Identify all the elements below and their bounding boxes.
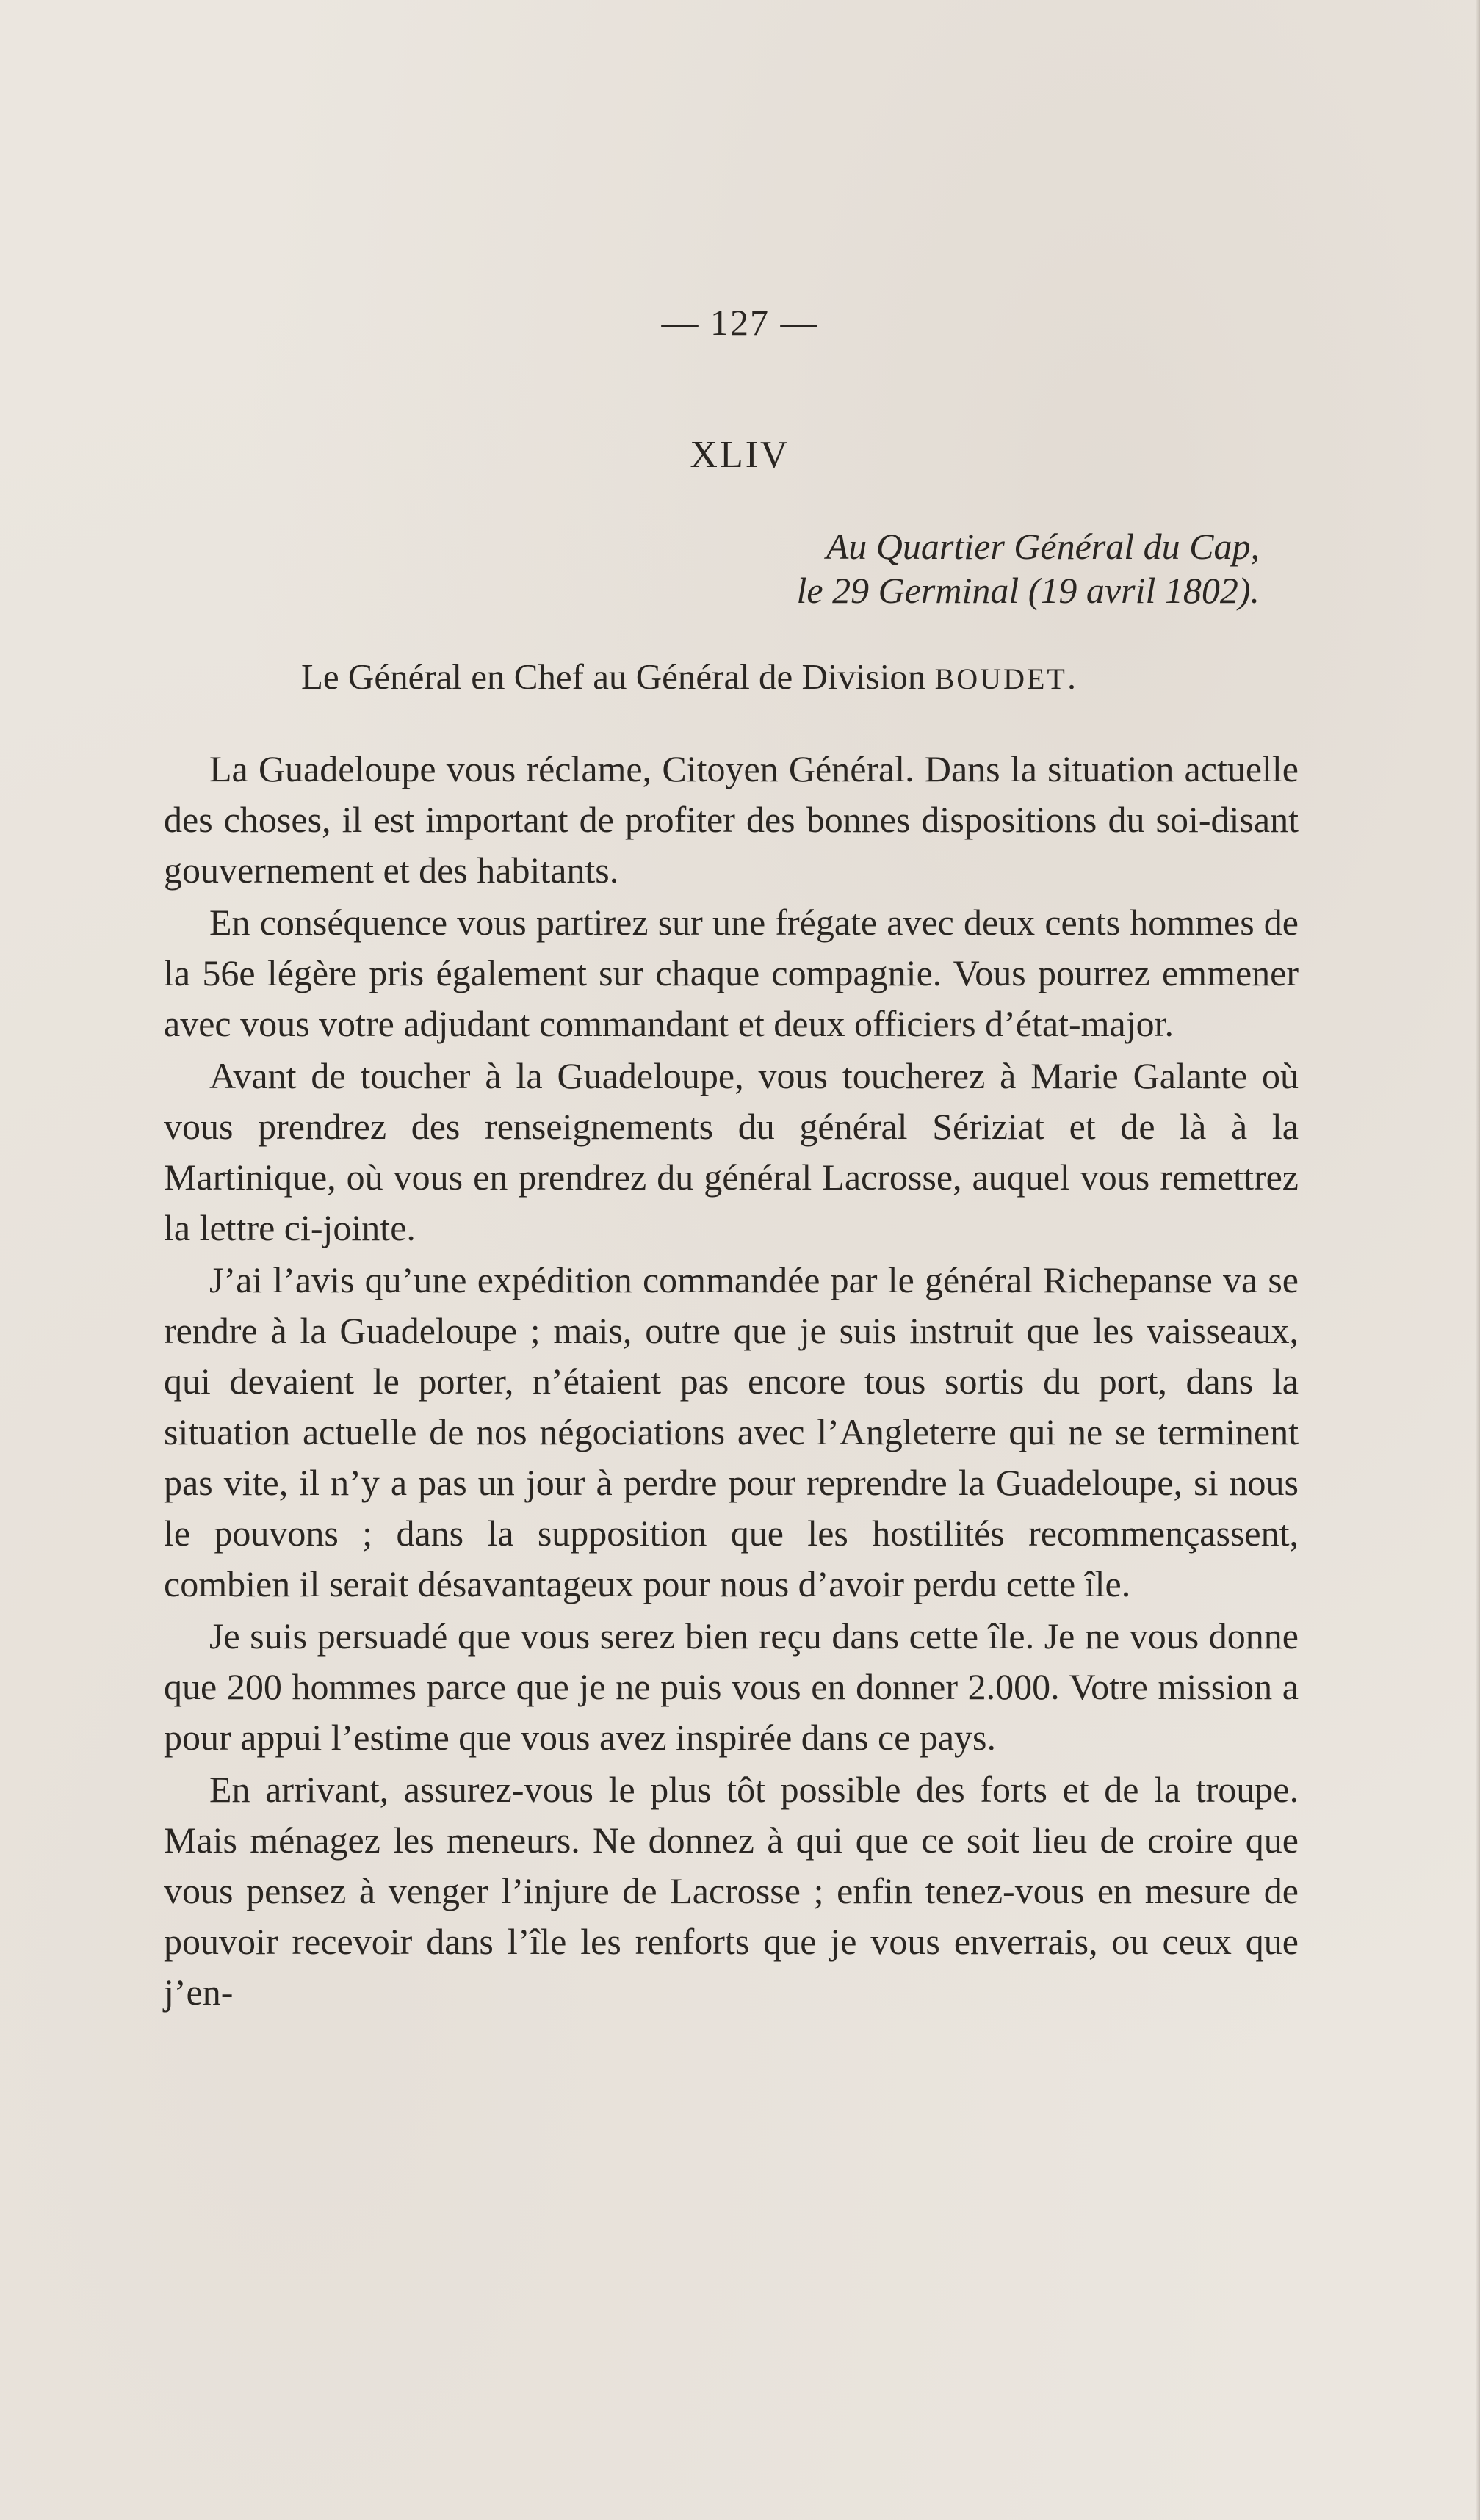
page-edge [1476,0,1480,2520]
paragraph: La Guadeloupe vous réclame, Citoyen Général. Dans la situation actuelle des choses, il est important de profiter des bonnes dispositions du soi-disant gouvernement et des habitants. [164,748,1299,891]
salutation-suffix: . [1066,656,1077,697]
paragraph: En arrivant, assurez-vous le plus tôt possible des forts et de la troupe. Mais ménagez les meneurs. Ne donnez à qui que ce soit lieu de croire que vous pensez à venger l’injure de Lacrosse ; enfin tenez-vous en mesure de pouvoir recevoir dans l’île les renforts que je vous enverrais, ou ceux que j’en- [164,1769,1299,2013]
paragraph: Avant de toucher à la Guadeloupe, vous toucherez à Marie Galante où vous prendrez des renseignements du général Sériziat et de là à la Martinique, où vous en prendrez du général Lacrosse, auquel vous remettrez la lettre ci-jointe. [164,1055,1299,1248]
paragraph: J’ai l’avis qu’une expédition commandée par le général Richepanse va se rendre à la Guadeloupe ; mais, outre que je suis instruit que les vaisseaux, qui devaient le porter, n’étaient pas encore tous sortis du port, dans la situation actuelle de nos négociations avec l’Angleterre qui ne se terminent pas vite, il n’y a pas un jour à perdre pour reprendre la Guadeloupe, si nous le pouvons ; dans la supposition que les hostilités recommençassent, combien il serait désavantageux pour nous d’avoir perdu cette île. [164,1259,1299,1604]
paragraph: En conséquence vous partirez sur une frégate avec deux cents hommes de la 56e légère pris également sur chaque compagnie. Vous pourrez emmener avec vous votre adjudant commandant et deux officiers d’état-major. [164,902,1299,1044]
place-line-2: le 29 Germinal (19 avril 1802). [796,570,1260,611]
page-number: — 127 — [661,302,819,343]
salutation-prefix: Le Général en Chef au Général de Division [301,656,935,697]
place-line-1: Au Quartier Général du Cap, [826,526,1260,567]
letter-body [164,744,1299,2019]
salutation-name: BOUDET [934,662,1067,695]
paragraph: Je suis persuadé que vous serez bien reçu dans cette île. Je ne vous donne que 200 hommes parce que je ne puis vous en donner 2.000. Votre mission a pour appui l’estime que vous avez inspirée dans ce pays. [164,1615,1299,1758]
chapter-heading: XLIV [690,434,790,476]
salutation [301,656,1076,698]
